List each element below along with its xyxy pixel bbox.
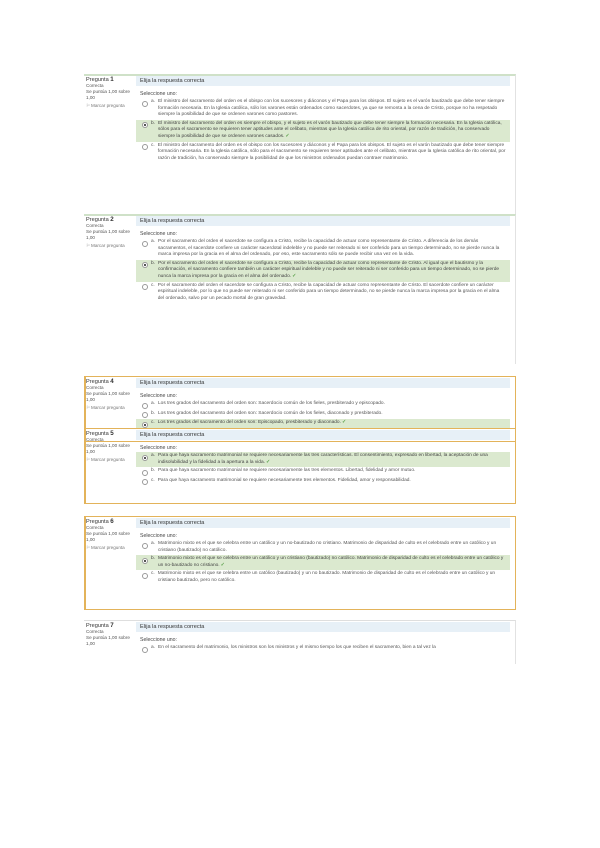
status-label: Correcta — [86, 437, 104, 442]
question-2 — [84, 214, 516, 364]
answer-option-selected[interactable]: b. Matrimonio mixto es el que se celebra entre un católico y un cristiano (bautizado) no católico. Matrimonio de disparidad de culto es el celebrado entre un católico y un no-bautizado no cristiano.✓ — [136, 555, 510, 570]
check-icon: ✓ — [265, 459, 270, 465]
check-icon: ✓ — [285, 133, 290, 139]
radio-button[interactable] — [142, 241, 148, 247]
answer-option[interactable]: a. El ministro del sacramento del orden es el obispo con los sucesores y diáconos y el Papa para los obispos. El sujeto es el varón bautizado que debe tener siempre formación necesaria. En la Iglesia católica, sólo los varones están ordenados como sacerdotes, ya que se remonta a la cena de Cristo, porque no ha respetado siempre la posibilidad de que se ordenen varones como pastores. — [136, 98, 510, 120]
answer-prompt: Seleccione uno: — [140, 445, 177, 451]
answer-prompt: Seleccione uno: — [140, 91, 177, 97]
question-text: Elija la respuesta correcta — [136, 216, 510, 226]
answer-prompt: Seleccione uno: — [140, 533, 177, 539]
question-text: Elija la respuesta correcta — [136, 378, 510, 388]
question-text: Elija la respuesta correcta — [136, 430, 510, 440]
score-label: Se puntúa 1,00 sobre 1,00 — [86, 391, 130, 402]
question-number: Pregunta 1 — [86, 76, 114, 83]
status-label: Correcta — [86, 223, 104, 228]
score-label: Se puntúa 1,00 sobre 1,00 — [86, 443, 130, 454]
radio-button[interactable] — [142, 479, 148, 485]
question-number: Pregunta 4 — [86, 378, 114, 385]
radio-button[interactable] — [142, 144, 148, 150]
question-1 — [84, 74, 516, 214]
flag-icon: ⚐ — [86, 457, 91, 462]
answer-option[interactable]: c. Para que haya sacramento matrimonial se requiere necesariamente tres elementos. Fidelidad, amor y responsabilidad. — [136, 477, 510, 487]
question-info — [84, 214, 138, 249]
radio-button[interactable] — [142, 573, 148, 579]
check-icon: ✓ — [341, 420, 346, 425]
answer-option[interactable]: b. Para que haya sacramento matrimonial se requiere necesariamente las tres elementos. Libertad, fidelidad y amor mutuo. — [136, 467, 510, 477]
answer-option[interactable]: b. Los tres grados del sacramento del orden son: Sacerdocio común de los fieles, diaconado y presbiterado. — [136, 410, 510, 420]
score-label: Se puntúa 1,00 sobre 1,00 — [86, 531, 130, 542]
flag-question-link[interactable]: ⚐Marcar pregunta — [86, 405, 125, 410]
status-label: Correcta — [86, 385, 104, 390]
answer-option-selected[interactable]: b. El ministro del sacramento del orden es siempre el obispo, y el sujeto es el varón bautizado que debe tener siempre la formación necesaria. En la Iglesia católica, sólos para el sacramento se requieren tener aptitudes ante el celibato, mientras que la Iglesia católica de rito oriental, por razón de tradición, ha conservado siempre la posibilidad de que se ordenen varones casados.✓ — [136, 120, 510, 142]
answer-option[interactable]: c. El ministro del sacramento del orden es el obispo con los sucesores y diáconos y el Papa para los obispos. El sujeto es el varón bautizado que debe tener siempre formación necesaria. En la Iglesia católica, sólo para el sacramento se requieren tener aptitudes ante el celibato, mientras que la Iglesia católica de rito oriental, por razón de tradición, ha conservado siempre la posibilidad de que los ministros ordenados puedan contraer matrimonio. — [136, 142, 510, 164]
question-number: Pregunta 5 — [86, 430, 114, 437]
answer-option[interactable]: a. En el sacramento del matrimonio, los ministros son los ministros y el mismo tiempo los que reciben el sacramento, bien a tal vez la — [136, 644, 510, 654]
radio-button[interactable] — [142, 470, 148, 476]
flag-icon: ⚐ — [86, 243, 91, 248]
answer-option[interactable]: c. Por el sacramento del orden el sacerdote se configura a Cristo, recibe la capacidad de actuar como representante de Cristo. El sacerdote confiere un carácter espiritual indeleble, por lo que no puede ser reiterado ni ser conferido para un tiempo determinado, no se pierde nunca la marca impresa por la gracia en el alma del ordenado, salvo por un pecado mortal de gran gravedad. — [136, 282, 510, 304]
status-label: Correcta — [86, 525, 104, 530]
answer-option[interactable]: a. Matrimonio mixto es el que se celebra entre un católico y un no-bautizado no cristiano. Matrimonio de disparidad de culto es el celebrado entre un católico y un cristiano (bautizado) no católico. — [136, 540, 510, 555]
radio-button[interactable] — [142, 412, 148, 418]
status-label: Correcta — [86, 83, 104, 88]
answer-option[interactable]: c. Matrimonio mixto es el que se celebra entre un católico (bautizado) y un no bautizado. Matrimonio de disparidad de culto es el celebrado entre un católico y un cristiano bautizado, pero no católico. — [136, 570, 510, 585]
flag-question-link[interactable]: ⚐Marcar pregunta — [86, 545, 125, 550]
check-icon: ✓ — [220, 562, 225, 568]
question-7 — [84, 620, 516, 664]
answer-option-selected[interactable]: b. Por el sacramento del orden el sacerdote se configura a Cristo, recibe la capacidad de actuar como representante de Cristo. Al igual que el bautismo y la confirmación, el sacramento confiere también un carácter espiritual indeleble y no puede ser reiterado ni ser conferido para un tiempo determinado, no se pierde nunca la marca impresa por la gracia en el alma del ordenado.✓ — [136, 260, 510, 282]
answer-option[interactable]: a. Los tres grados del sacramento del orden son: Sacerdocio común de los fieles, presbiterado y episcopado. — [136, 400, 510, 410]
score-label: Se puntúa 1,00 sobre 1,00 — [86, 229, 130, 240]
question-number: Pregunta 7 — [86, 622, 114, 629]
answer-prompt: Seleccione uno: — [140, 393, 177, 399]
status-label: Correcta — [86, 629, 104, 634]
answer-option-selected[interactable]: c. Los tres grados del sacramento del orden son: Episcopado, presbiterado y diaconado.✓ — [136, 419, 510, 429]
radio-button[interactable] — [142, 284, 148, 290]
question-5 — [84, 428, 516, 504]
flag-icon: ⚐ — [86, 405, 91, 410]
answer-option[interactable]: a. Por el sacramento del orden el sacerdote se configura a Cristo, recibe la capacidad de actuar como representante de Cristo. A diferencia de los demás sacramentos, el sacerdote confiere un carácter sacerdotal indeleble y no puede ser reiterado ni ser conferido para un tiempo determinado, no se pierde nunca la marca impresa por la gracia en el alma del ordenado, por eso, este sacramento sólo se puede recibir una vez en la vida. — [136, 238, 510, 260]
flag-icon: ⚐ — [86, 545, 91, 550]
question-text: Elija la respuesta correcta — [136, 76, 510, 86]
question-6 — [84, 516, 516, 610]
radio-button[interactable] — [142, 647, 148, 653]
flag-question-link[interactable]: ⚐Marcar pregunta — [86, 457, 125, 462]
question-info — [84, 376, 138, 411]
score-label: Se puntúa 1,00 sobre 1,00 — [86, 635, 130, 646]
question-info — [84, 74, 138, 109]
question-info — [84, 516, 138, 551]
question-info — [84, 620, 138, 647]
question-info — [84, 428, 138, 463]
question-number: Pregunta 6 — [86, 518, 114, 525]
answer-prompt: Seleccione uno: — [140, 231, 177, 237]
radio-button[interactable] — [142, 101, 148, 107]
question-text: Elija la respuesta correcta — [136, 622, 510, 632]
flag-icon: ⚐ — [86, 103, 91, 108]
flag-question-link[interactable]: ⚐Marcar pregunta — [86, 103, 125, 108]
radio-button[interactable] — [142, 122, 148, 128]
check-icon: ✓ — [292, 273, 297, 279]
flag-question-link[interactable]: ⚐Marcar pregunta — [86, 243, 125, 248]
score-label: Se puntúa 1,00 sobre 1,00 — [86, 89, 130, 100]
radio-button[interactable] — [142, 262, 148, 268]
radio-button[interactable] — [142, 403, 148, 409]
radio-button[interactable] — [142, 422, 148, 428]
radio-button[interactable] — [142, 455, 148, 461]
radio-button[interactable] — [142, 543, 148, 549]
question-number: Pregunta 2 — [86, 216, 114, 223]
question-text: Elija la respuesta correcta — [136, 518, 510, 528]
radio-button[interactable] — [142, 558, 148, 564]
answer-prompt: Seleccione uno: — [140, 637, 177, 643]
answer-option-selected[interactable]: a. Para que haya sacramento matrimonial se requiere necesariamente las tres características. El consentimiento, expresado en libertad, la aceptación de una indisolubilidad y la fidelidad a la apertura a la vida.✓ — [136, 452, 510, 467]
